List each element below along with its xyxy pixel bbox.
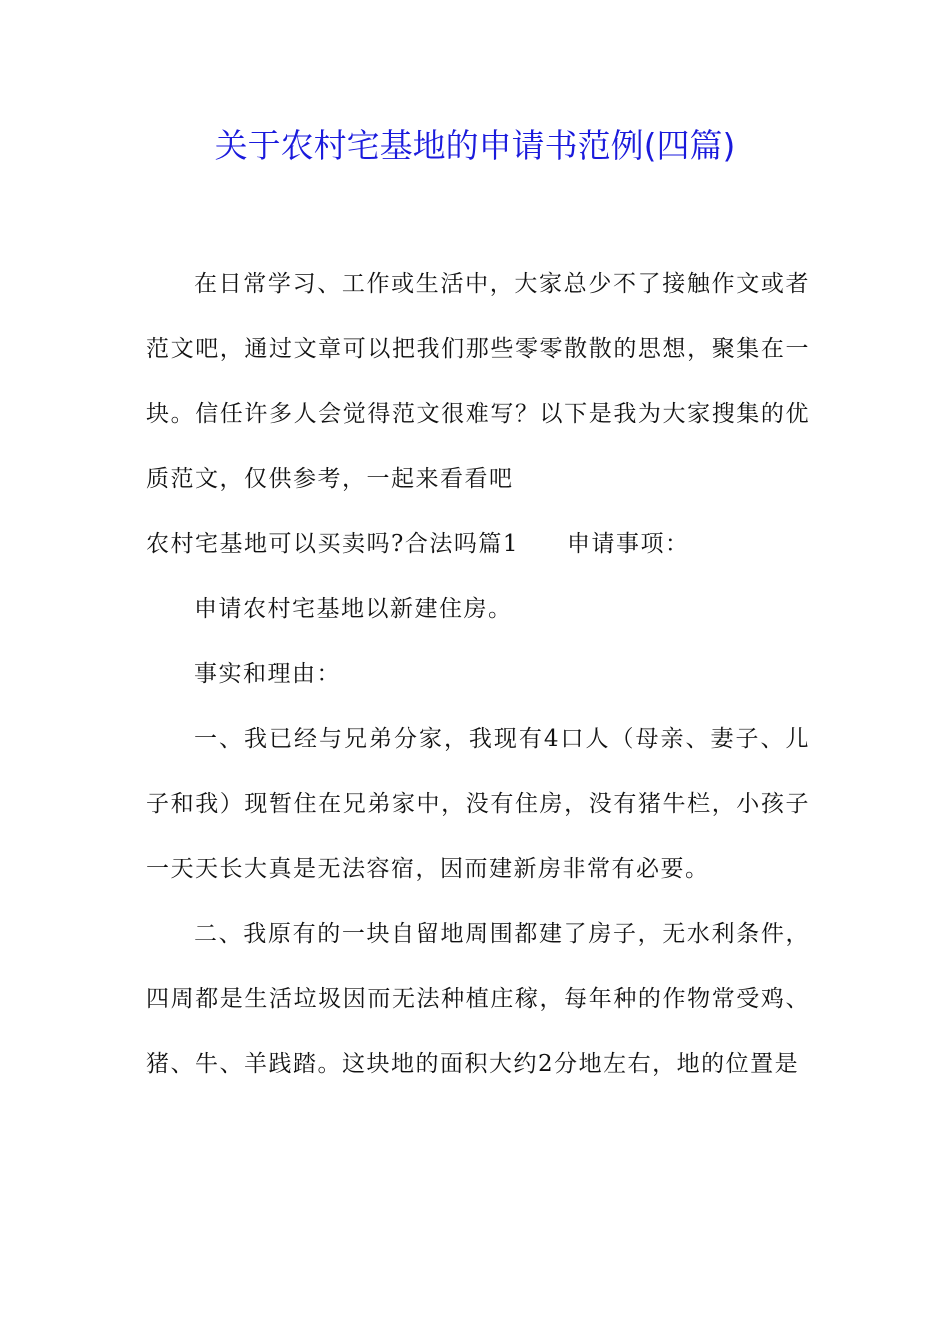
section-subheading: 申请事项： <box>566 531 690 557</box>
intro-paragraph: 在日常学习、工作或生活中，大家总少不了接触作文或者范文吧，通过文章可以把我们那些零零散散的思想，聚集在一块。信任许多人会觉得范文很难写？以下是我为大家搜集的优质范文，仅供参考，一起来看看吧 <box>146 271 810 492</box>
body-paragraph: 申请农村宅基地以新建住房。 <box>194 596 513 622</box>
section-heading: 农村宅基地可以买卖吗?合法吗篇1 <box>146 531 519 557</box>
section-heading-line <box>146 512 810 577</box>
document-title: 关于农村宅基地的申请书范例(四篇) <box>214 126 736 165</box>
body-paragraph: 事实和理由： <box>194 661 341 687</box>
document-body <box>146 252 810 1097</box>
body-paragraph: 二、我原有的一块自留地周围都建了房子，无水利条件，四周都是生活垃圾因而无法种植庄稼，每年种的作物常受鸡、猪、牛、羊践踏。这块地的面积大约2分地左右，地的位置是 <box>146 921 810 1077</box>
body-paragraph: 一、我已经与兄弟分家，我现有4口人（母亲、妻子、儿子和我）现暂住在兄弟家中，没有住房，没有猪牛栏，小孩子一天天长大真是无法容宿，因而建新房非常有必要。 <box>146 726 810 882</box>
